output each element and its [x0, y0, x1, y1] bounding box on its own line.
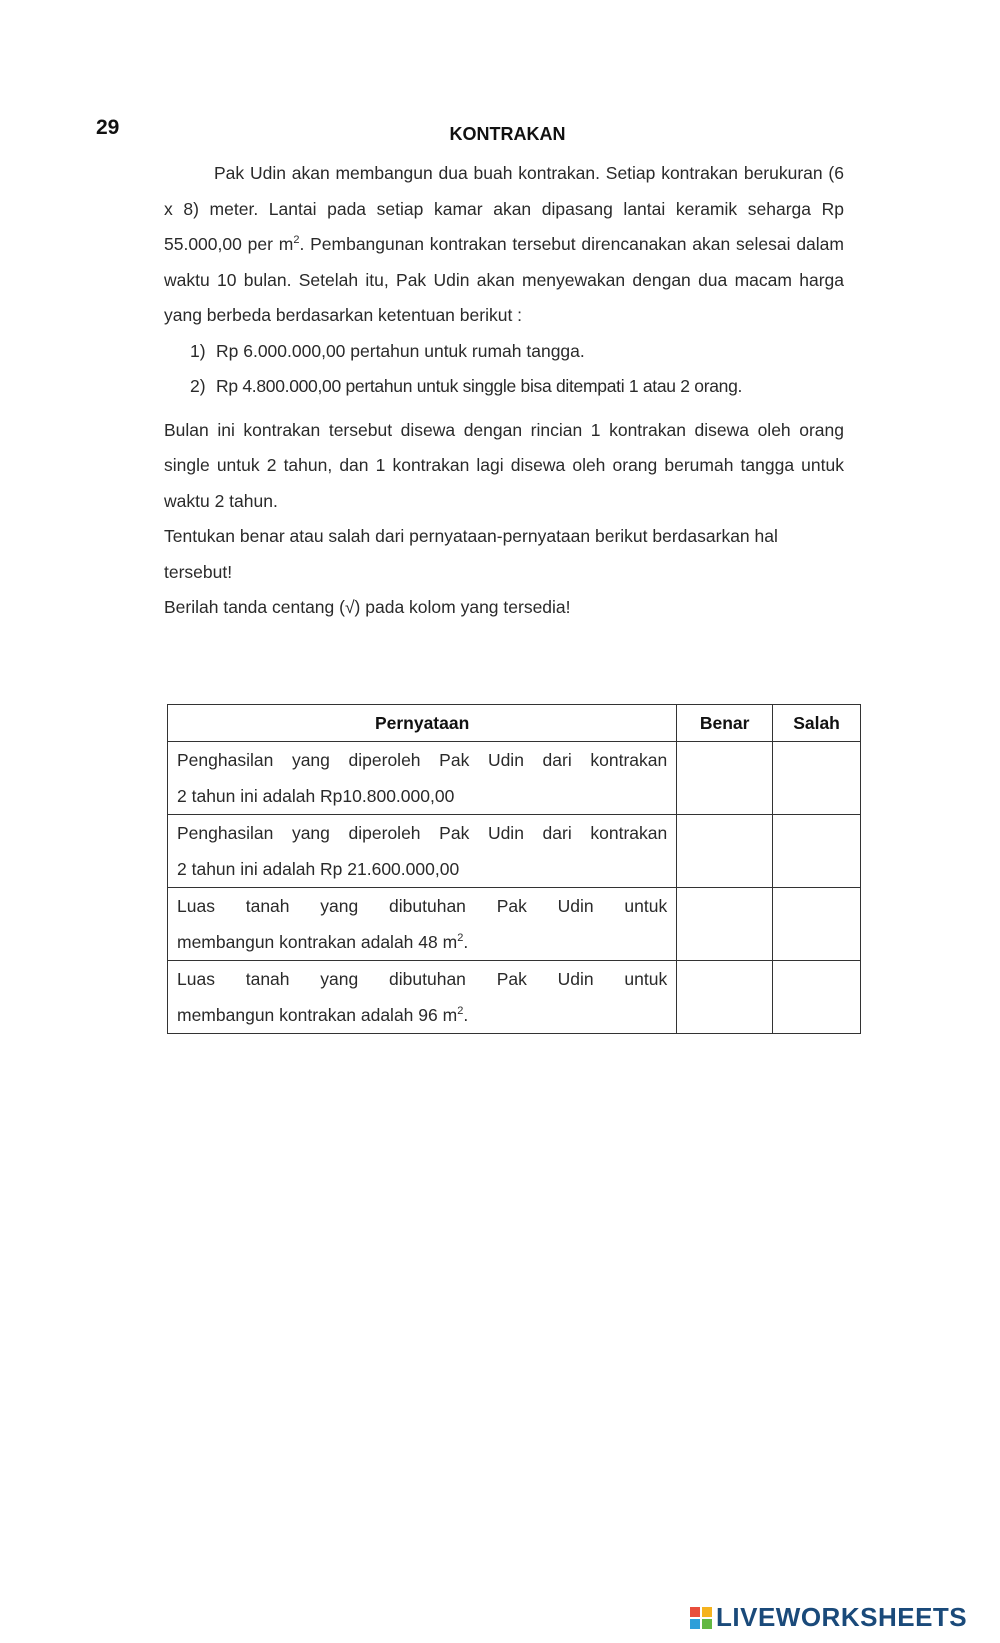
- price-rules: [190, 334, 844, 405]
- rule-number: 2): [190, 376, 206, 396]
- intro-text-b: . Pembangunan kontrakan tersebut direncanakan akan selesai dalam waktu 10 bulan. Setelah itu, Pak Udin akan menyewakan dengan dua macam harga yang berbeda berdasarkan ketentuan berikut :: [164, 234, 844, 325]
- rule-item: [190, 334, 844, 370]
- logo-block: [690, 1607, 700, 1617]
- statement-line: Luas tanah yang dibutuhan Pak Udin untuk: [177, 969, 668, 989]
- false-checkbox-cell[interactable]: [773, 742, 861, 815]
- statement-line: Penghasilan yang diperoleh Pak Udin dari kontrakan: [177, 750, 668, 770]
- statement-line: Penghasilan yang diperoleh Pak Udin dari kontrakan: [177, 823, 668, 843]
- statement-cell: [168, 888, 677, 961]
- logo-text: LIVEWORKSHEETS: [716, 1602, 968, 1632]
- true-checkbox-cell[interactable]: [677, 961, 773, 1034]
- statement-cell: [168, 742, 677, 815]
- rule-text: Rp 6.000.000,00 pertahun untuk rumah tangga.: [216, 340, 585, 361]
- true-checkbox-cell[interactable]: [677, 888, 773, 961]
- intro-superscript: 2: [293, 234, 300, 246]
- table-header-row: [168, 705, 861, 742]
- instruction-paragraph: Tentukan benar atau salah dari pernyataan-pernyataan berikut berdasarkan hal tersebut!: [164, 526, 778, 582]
- logo-block: [702, 1607, 712, 1617]
- logo-block: [702, 1619, 712, 1629]
- true-checkbox-cell[interactable]: [677, 742, 773, 815]
- statement-line: Luas tanah yang dibutuhan Pak Udin untuk: [177, 896, 668, 916]
- false-checkbox-cell[interactable]: [773, 888, 861, 961]
- liveworksheets-logo: [690, 1602, 967, 1633]
- statement-line: membangun kontrakan adalah 96 $m^2$.: [177, 1005, 469, 1025]
- rental-details-paragraph: Bulan ini kontrakan tersebut disewa dengan rincian 1 kontrakan disewa oleh orang single untuk 2 tahun, dan 1 kontrakan lagi disewa oleh orang berumah tangga untuk waktu 2 tahun.: [164, 419, 844, 511]
- false-checkbox-cell[interactable]: [773, 815, 861, 888]
- table-row: [168, 742, 861, 815]
- checkmark-instruction: Berilah tanda centang (√) pada kolom yang tersedia!: [164, 597, 571, 617]
- page-number: 29: [96, 116, 120, 139]
- logo-blocks-icon: [690, 1607, 712, 1629]
- statement-cell: [168, 961, 677, 1034]
- statement-table: [167, 704, 861, 1034]
- header-statement: Pernyataan: [168, 705, 677, 742]
- false-checkbox-cell[interactable]: [773, 961, 861, 1034]
- statement-cell: [168, 815, 677, 888]
- statement-line: 2 tahun ini adalah Rp 21.600.000,00: [177, 859, 460, 879]
- table-row: [168, 815, 861, 888]
- intro-text-a: Pak Udin akan membangun dua buah kontrakan. Setiap kontrakan berukuran (6 x 8) meter. Lantai pada setiap kamar akan dipasang lantai keramik seharga Rp 55.000,00 per m: [164, 163, 844, 254]
- statement-line: 2 tahun ini adalah Rp10.800.000,00: [177, 786, 455, 806]
- table-row: [168, 961, 861, 1034]
- true-checkbox-cell[interactable]: [677, 815, 773, 888]
- statement-line: membangun kontrakan adalah 48 $m^2$.: [177, 932, 469, 952]
- logo-block: [690, 1619, 700, 1629]
- rule-item: [190, 369, 844, 405]
- rule-text: Rp 4.800.000,00 pertahun untuk singgle bisa ditempati 1 atau 2 orang.: [216, 376, 743, 396]
- page-title: KONTRAKAN: [449, 124, 566, 144]
- header-true: Benar: [677, 705, 773, 742]
- rule-number: 1): [190, 340, 206, 361]
- header-false: Salah: [773, 705, 861, 742]
- intro-paragraph: [164, 156, 844, 334]
- table-row: [168, 888, 861, 961]
- problem-text: [164, 156, 844, 626]
